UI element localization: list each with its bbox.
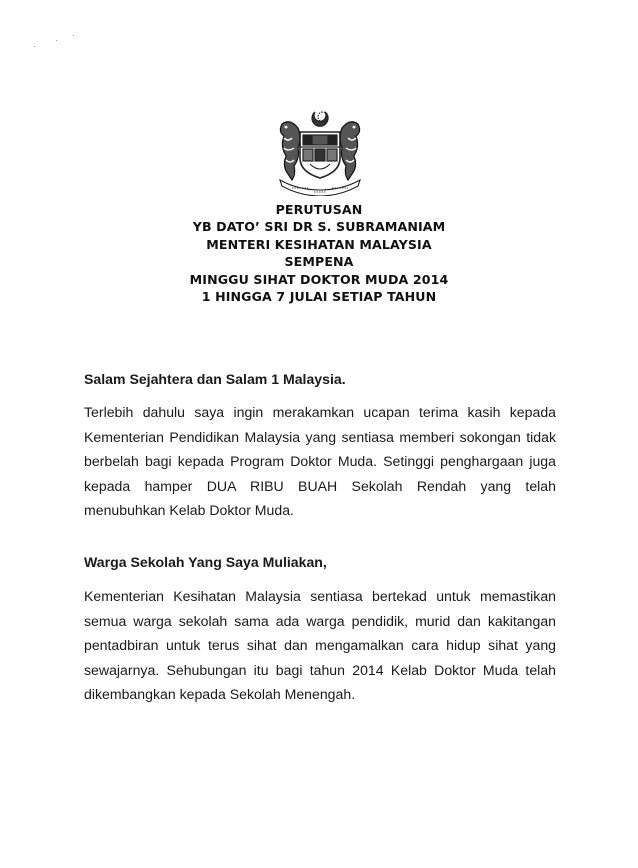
malaysia-coat-of-arms-icon	[268, 108, 372, 196]
scan-speck	[56, 40, 57, 41]
scan-speck	[73, 35, 74, 36]
heading-line: 1 HINGGA 7 JULAI SETIAP TAHUN	[201, 289, 437, 305]
heading-line: MINGGU SIHAT DOKTOR MUDA 2014	[189, 271, 449, 287]
scan-speck	[34, 46, 35, 47]
body-paragraph: Terlebih dahulu saya ingin merakamkan ucapan terima kasih kepada Kementerian Pendidikan Malaysia yang sentiasa memberi sokongan tidak berbelah bagi kepada Program Doktor Muda. Setinggi penghargaan juga kepada hamper DUA RIBU BUAH Sekolah Rendah yang telah menubuhkan Kelab Doktor Muda.	[84, 404, 556, 519]
body-paragraph: Kementerian Kesihatan Malaysia sentiasa bertekad untuk memastikan semua warga sekolah sama ada warga pendidik, murid dan kakitangan pentadbiran untuk terus sihat dan mengamalkan cara hidup sihat yang sewajarnya. Sehubungan itu bagi tahun 2014 Kelab Doktor Muda telah dikembangkan kepada Sekolah Menengah.	[84, 588, 556, 703]
heading-line: MENTERI KESIHATAN MALAYSIA	[206, 236, 432, 252]
salutation-greeting: Salam Sejahtera dan Salam 1 Malaysia.	[84, 371, 346, 387]
message-heading	[0, 201, 638, 305]
heading-line: SEMPENA	[284, 254, 354, 270]
heading-line: YB DATO’ SRI DR S. SUBRAMANIAM	[192, 219, 446, 235]
heading-line: PERUTUSAN	[275, 202, 363, 217]
salutation-address: Warga Sekolah Yang Saya Muliakan,	[84, 554, 327, 570]
